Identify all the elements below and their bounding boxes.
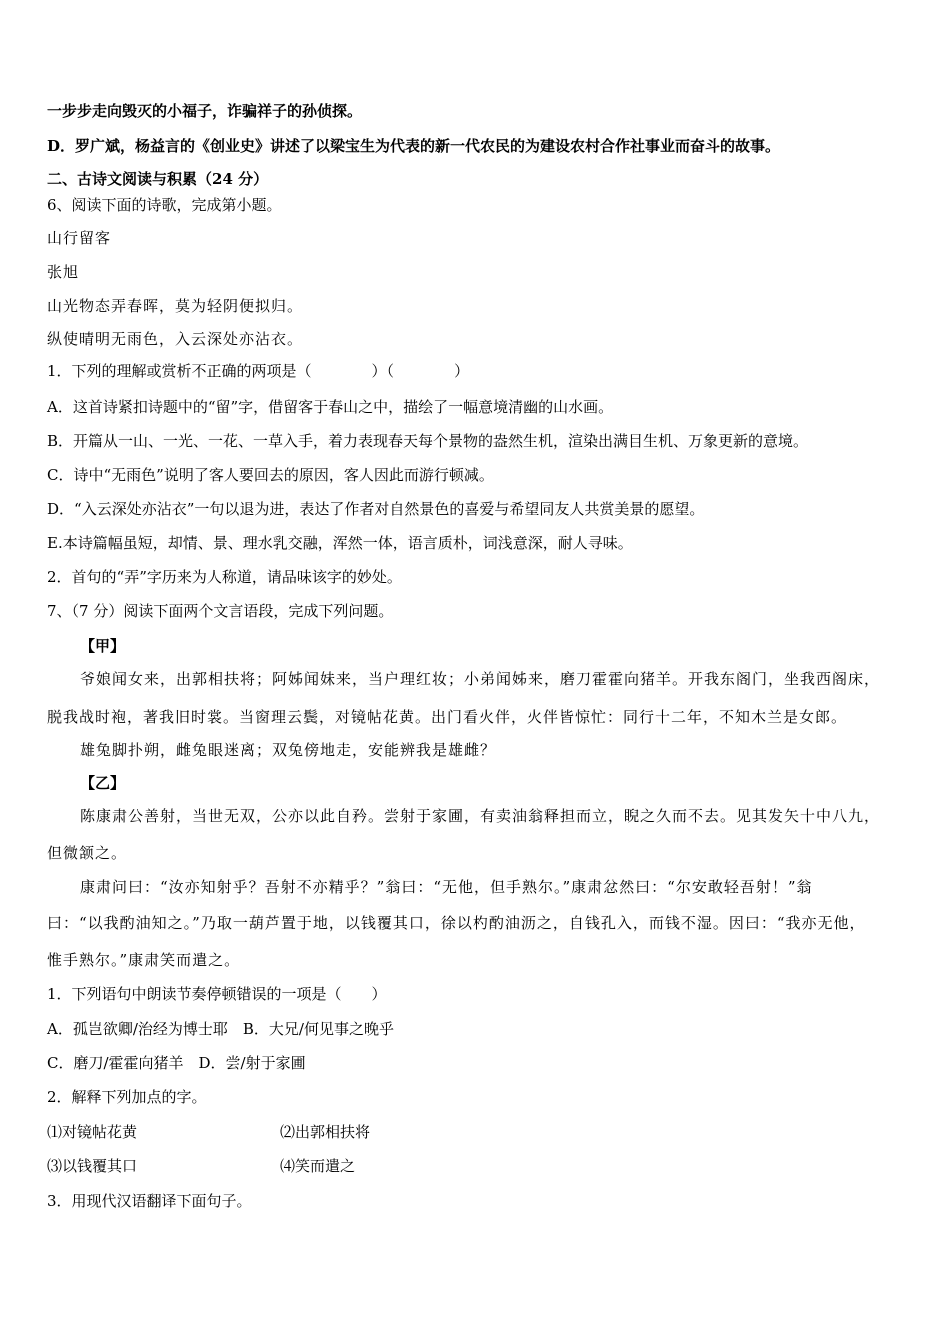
- question-line: 1．下列语句中朗读节奏停顿错误的一项是（ ）: [47, 985, 387, 1003]
- sub-item: ⑶以钱覆其口: [47, 1157, 138, 1175]
- sub-item-row: [47, 1156, 356, 1176]
- sub-item-row: [47, 1122, 371, 1142]
- option-a: A．这首诗紧扣诗题中的“留”字，借留客于春山之中，描绘了一幅意境清幽的山水画。: [47, 398, 614, 416]
- question-line: 2．首句的“弄”字历来为人称道，请品味该字的妙处。: [47, 568, 402, 586]
- question-line: [47, 361, 469, 381]
- passage-line: 爷娘闻女来，出郭相扶将；阿姊闻妹来，当户理红妆；小弟闻姊来，磨刀霍霍向猪羊。开我东阁门，坐我西阁床，: [80, 670, 881, 688]
- passage-label: 【乙】: [80, 774, 126, 792]
- question-line: 2．解释下列加点的字。: [47, 1088, 207, 1106]
- passage-line: 康肃问曰：“汝亦知射乎？吾射不亦精乎？”翁曰：“无他，但手熟尔。”康肃忿然曰：“尔安敢轻吾射！”翁: [80, 878, 813, 896]
- poem-line: 纵使晴明无雨色，入云深处亦沾衣。: [47, 330, 304, 348]
- option-line: A．孤岂欲卿/治经为博士耶 B．大兄/何见事之晚乎: [47, 1020, 394, 1038]
- question-text: ）（: [371, 362, 395, 380]
- question-heading: 6、阅读下面的诗歌，完成第小题。: [47, 196, 282, 214]
- question-text: 1．下列的理解或赏析不正确的两项是（: [47, 362, 312, 380]
- passage-line: 惟手熟尔。”康肃笑而遣之。: [47, 951, 241, 969]
- passage-line: 曰：“以我酌油知之。”乃取一葫芦置于地，以钱覆其口，徐以杓酌油沥之，自钱孔入，而钱不湿。因曰：“我亦无他，: [47, 914, 866, 932]
- passage-line: 脱我战时袍，著我旧时裳。当窗理云鬓，对镜帖花黄。出门看火伴，火伴皆惊忙：同行十二年，不知木兰是女郎。: [47, 708, 848, 726]
- option-e: E.本诗篇幅虽短，却情、景、理水乳交融，浑然一体，语言质朴，词浅意深，耐人寻味。: [47, 534, 633, 552]
- option-b: B．开篇从一山、一光、一花、一草入手，着力表现春天每个景物的盎然生机，渲染出满目生机、万象更新的意境。: [47, 432, 809, 450]
- poem-title: 山行留客: [47, 229, 112, 247]
- text-line: 一步步走向毁灭的小福子，诈骗祥子的孙侦探。: [47, 102, 363, 120]
- passage-line: 陈康肃公善射，当世无双，公亦以此自矜。尝射于家圃，有卖油翁释担而立，睨之久而不去。见其发矢十中八九，: [80, 807, 881, 825]
- text-line: D．罗广斌，杨益言的《创业史》讲述了以梁宝生为代表的新一代农民的为建设农村合作社事业而奋斗的故事。: [47, 137, 781, 155]
- poem-line: 山光物态弄春晖，莫为轻阴便拟归。: [47, 297, 304, 315]
- option-d: D．“入云深处亦沾衣”一句以退为进，表达了作者对自然景色的喜爱与希望同友人共赏美景的愿望。: [47, 500, 705, 518]
- passage-line: 但微颔之。: [47, 844, 128, 862]
- passage-label: 【甲】: [80, 637, 126, 655]
- poem-author: 张旭: [47, 263, 80, 281]
- passage-line: 雄兔脚扑朔，雌兔眼迷离；双兔傍地走，安能辨我是雄雌？: [80, 741, 497, 759]
- question-line: 3．用现代汉语翻译下面句子。: [47, 1192, 252, 1210]
- question-heading: 7、（7 分）阅读下面两个文言语段，完成下列问题。: [47, 602, 394, 620]
- question-text: ）: [454, 362, 470, 380]
- sub-item: ⑵出郭相扶将: [280, 1123, 371, 1141]
- sub-item: ⑴对镜帖花黄: [47, 1123, 138, 1141]
- option-line: C．磨刀/霍霍向猪羊 D．尝/射于家圃: [47, 1054, 306, 1072]
- sub-item: ⑷笑而遣之: [280, 1157, 356, 1175]
- option-c: C．诗中“无雨色”说明了客人要回去的原因，客人因此而游行顿减。: [47, 466, 494, 484]
- section-heading: 二、古诗文阅读与积累（24 分）: [47, 170, 269, 188]
